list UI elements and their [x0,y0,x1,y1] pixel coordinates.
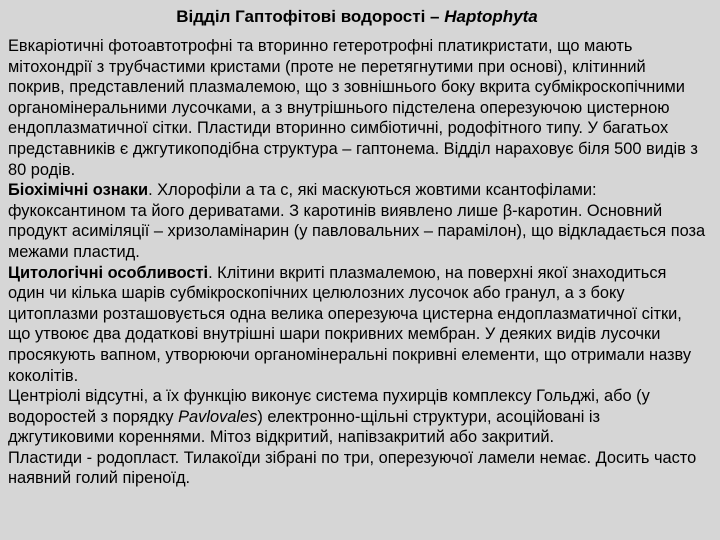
beta-symbol: β [502,201,513,220]
centrioles-text-2: ) електронно-щільні структури, асоційовані із джгутиковими кореннями. Мітоз відкритий, напівзакритий або закритий. [8,407,601,447]
centrioles-paragraph [8,386,706,448]
page-title [8,6,706,28]
plastids-paragraph: Пластиди - родопласт. Тилакоїди зібрані по три, оперезуючої ламели немає. Досить часто наявний голий піреноїд. [8,448,697,488]
order-name: Pavlovales [178,407,258,426]
intro-paragraph: Евкаріотичні фотоавтотрофні та вторинно гетеротрофні платикристати, що мають мітохондрії з трубчастими кристами (проте не перетягнутими при основі), клітинний покрив, представлений плазмалемою, що з зовнішнього боку вкрита субмікроскопічними органомінеральними лусочками, а з внутрішнього підстелена оперезуючою цистерною ендоплазматичної сітки. Пластиди вторинно симбіотичні, родофітного типу. У багатьох представників є джгутикоподібна структура – гаптонема. Відділ нараховує біля 500 видів з 80 родів. [8,37,698,179]
cytology-text: . Клітини вкриті плазмалемою, на поверхні якої знаходиться один чи кілька шарів субмікроскопічних целюлозних лусочок або гранул, а з боку цитоплазми розташовується одна велика оперезуюча цистерна ендоплазматичної сітки, що утвоює два додаткові внутрішні шари покривних мембран. У деяких видів лусочки просякують вапном, утворюючи органомінеральні покривні елементи, що отримали назву коколітів. [8,263,692,385]
biochem-text-2: -каротин. Основний продукт асиміляції – хризоламінарин (у павловальних – парамілон), що відкладається поза межами пластид. [8,201,706,261]
title-prefix: Відділ Гаптофітові водорості – [176,7,445,26]
body-text [8,36,706,489]
centrioles-text-1: Центріолі відсутні, а їх функцію виконує система пухирців комплексу Гольджі, або (у водоростей з порядку [8,387,650,426]
biochem-text-1: . Хлорофіли а та с, які маскуються жовтими ксантофілами: фукоксантином та його дериватами. З каротинів виявлено лише [8,181,597,220]
biochem-paragraph [8,180,706,262]
title-latin-name: Haptophyta [444,7,538,26]
biochem-heading: Біохімічні ознаки [8,181,149,200]
cytology-paragraph [8,263,706,387]
cytology-heading: Цитологічні особливості [8,263,209,282]
